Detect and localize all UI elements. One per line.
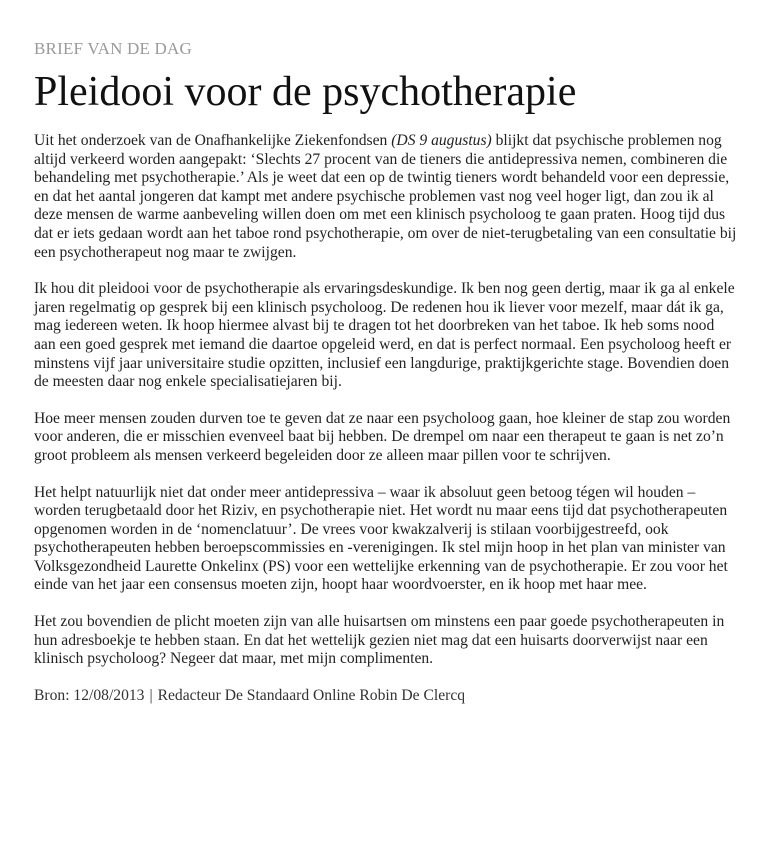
source-line xyxy=(34,687,738,706)
paragraph-1-rest: blijkt dat psychische problemen nog altijd verkeerd worden aangepakt: ‘Slechts 27 procent van de tieners die antidepressiva nemen, combineren die behandeling met psychotherapie.’ Als je weet dat een op de twintig tieners wordt behandeld voor een depressie, en dat het aantal jongeren dat kampt met andere psychische problemen vast nog veel hoger ligt, dan zou ik al deze mensen de warme aanbeveling willen doen om met een klinisch psycholoog te gaan praten. Hoog tijd dus dat er iets gedaan wordt aan het taboe rond psychotherapie, om over de niet-terugbetaling van een consultatie bij een psychotherapeut nog maar te zwijgen. xyxy=(34,132,737,261)
source-separator: | xyxy=(149,686,153,704)
paragraph-1-citation: (DS 9 augustus) xyxy=(391,132,492,149)
article-paragraph-1 xyxy=(34,132,738,262)
source-credit: Redacteur De Standaard Online Robin De Clercq xyxy=(157,686,466,704)
article-title: Pleidooi voor de psychotherapie xyxy=(34,69,577,115)
paragraph-1-start: Uit het onderzoek van de Onafhankelijke Ziekenfondsen xyxy=(34,132,392,149)
source-date: Bron: 12/08/2013 xyxy=(34,686,145,704)
article-paragraph-3: Hoe meer mensen zouden durven toe te geven dat ze naar een psycholoog gaan, hoe kleiner de stap zou worden voor anderen, die er misschien evenveel baat bij hebben. De drempel om naar een therapeut te gaan is net zo’n groot probleem als mensen verkeerd begeleiden door ze alleen maar pillen voor te schrijven. xyxy=(34,409,731,464)
article-paragraph-4: Het helpt natuurlijk niet dat onder meer antidepressiva – waar ik absoluut geen betoog tégen wil houden – worden terugbetaald door het Riziv, en psychotherapie niet. Het wordt nu maar eens tijd dat psychotherapeuten opgenomen worden in de ‘nomenclatuur’. De vrees voor kwakzalverij is stilaan voorbijgestreefd, ook psychotherapeuten hebben beroepscommissies en -verenigingen. Ik stel mijn hoop in het plan van minister van Volksgezondheid Laurette Onkelinx (PS) voor een wettelijke erkenning van de psychotherapie. Er zou voor het einde van het jaar een consensus moeten zijn, hoopt haar woordvoerster, en ik hoop met haar mee. xyxy=(34,483,728,594)
section-kicker: BRIEF VAN DE DAG xyxy=(34,39,192,58)
article-paragraph-2: Ik hou dit pleidooi voor de psychotherapie als ervaringsdeskundige. Ik ben nog geen dertig, maar ik ga al enkele jaren regelmatig op gesprek bij een klinisch psycholoog. De redenen hou ik liever voor mezelf, maar dát ik ga, mag iedereen weten. Ik hoop hiermee alvast bij te dragen tot het doorbreken van het taboe. Ik heb soms nood aan een goed gesprek met iemand die daartoe opgeleid werd, en dat is perfect normaal. Een psycholoog heeft er minstens vijf jaar universitaire studie opzitten, inclusief een langdurige, praktijkgerichte stage. Bovendien doen de meesten daar nog enkele specialisatiejaren bij. xyxy=(34,280,735,391)
article-paragraph-5: Het zou bovendien de plicht moeten zijn van alle huisartsen om minstens een paar goede psychotherapeuten in hun adresboekje te hebben staan. En dat het wettelijk gezien niet mag dat een huisarts doorverwijst naar een klinisch psycholoog? Negeer dat maar, met mijn complimenten. xyxy=(34,613,725,668)
